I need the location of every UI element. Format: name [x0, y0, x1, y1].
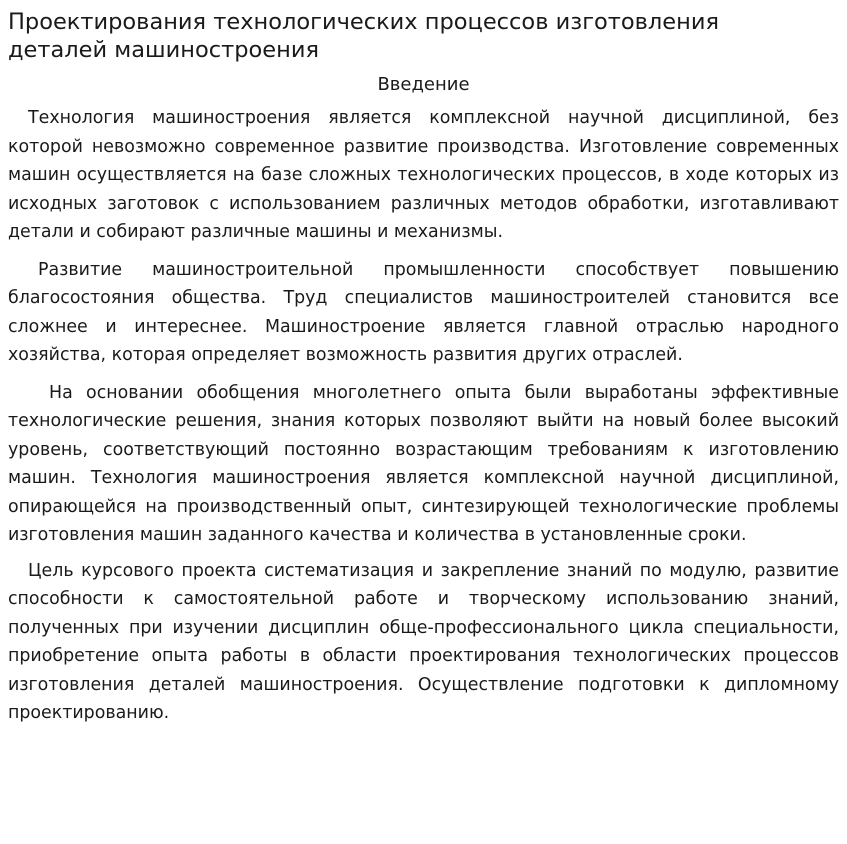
document-title: Проектирования технологических процессов изготовления деталей машиностроения — [8, 9, 720, 63]
document-body — [8, 104, 839, 728]
paragraph-4: Цель курсового проекта систематизация и закрепление знаний по модулю, развитие способности к самостоятельной работе и творческому использованию знаний, полученных при изучении дисциплин обще-профессионального цикла специальности, приобретение опыта работы в области проектирования технологических процессов изготовления деталей машиностроения. Осуществление подготовки к дипломному проектированию. — [8, 560, 839, 723]
paragraph-3: На основании обобщения многолетнего опыта были выработаны эффективные технологические решения, знания которых позволяют выйти на новый более высокий уровень, соответствующий постоянно возрастающим требованиям к изготовлению машин. Технология машиностроения является комплексной научной дисциплиной, опирающейся на производственный опыт, синтезирующей технологические проблемы изготовления машин заданного качества и количества в установленные сроки. — [8, 382, 839, 545]
section-heading: Введение — [377, 74, 470, 95]
paragraph-2: Развитие машиностроительной промышленности способствует повышению благосостояния общества. Труд специалистов машиностроителей становится все сложнее и интереснее. Машиностроение является главной отраслью народного хозяйства, которая определяет возможность развития других отраслей. — [8, 259, 839, 365]
paragraph-1: Технология машиностроения является комплексной научной дисциплиной, без которой невозможно современное развитие производства. Изготовление современных машин осуществляется на базе сложных технологических процессов, в ходе которых из исходных заготовок с использованием различных методов обработки, изготавливают детали и собирают различные машины и механизмы. — [8, 108, 839, 242]
